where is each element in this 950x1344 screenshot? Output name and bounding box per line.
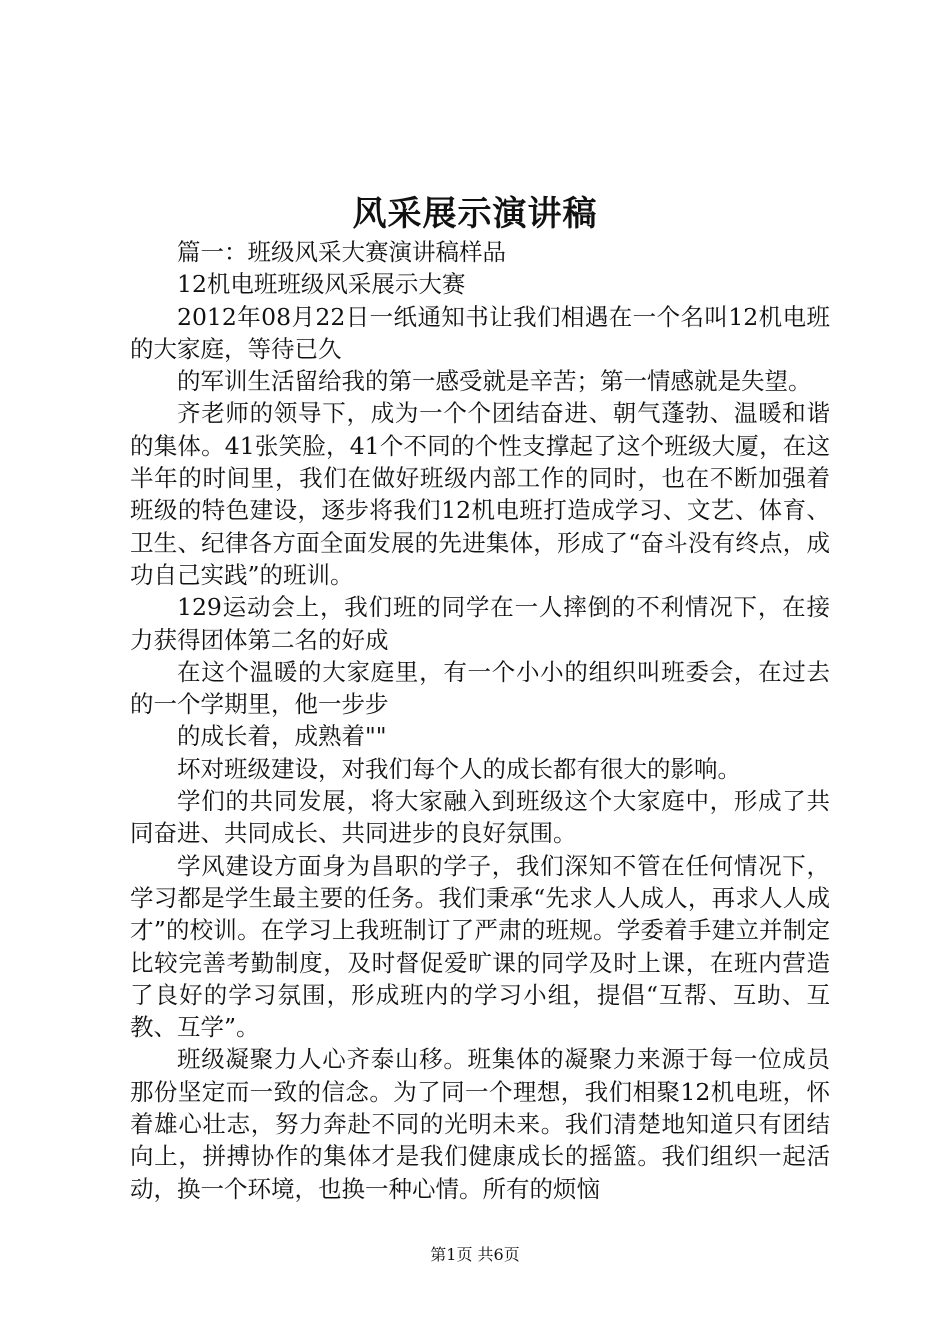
paragraph: 在这个温暖的大家庭里，有一个小小的组织叫班委会，在过去的一个学期里，他一步步 [130, 657, 830, 719]
paragraph: 班级凝聚力人心齐泰山移。班集体的凝聚力来源于每一位成员那份坚定而一致的信念。为了同一个理想，我们相聚12机电班，怀着雄心壮志，努力奔赴不同的光明未来。我们清楚地知道只有团结向上，拼搏协作的集体才是我们健康成长的摇篮。我们组织一起活动，换一个环境，也换一种心情。所有的烦恼 [130, 1045, 830, 1203]
paragraph: 129运动会上，我们班的同学在一人摔倒的不利情况下，在接力获得团体第二名的好成 [130, 593, 830, 654]
document-body [130, 236, 830, 1205]
paragraph: 齐老师的领导下，成为一个个团结奋进、朝气蓬勃、温暖和谐的集体。41张笑脸，41个不同的个性支撑起了这个班级大厦，在这半年的时间里，我们在做好班级内部工作的同时，也在不断加强着班级的特色建设，逐步将我们12机电班打造成学习、文艺、体育、卫生、纪律各方面全面发展的先进集体，形成了“奋斗没有终点，成功自己实践”的班训。 [130, 399, 830, 589]
paragraph: 坏对班级建设，对我们每个人的成长都有很大的影响。 [177, 754, 741, 783]
paragraph: 2012年08月22日一纸通知书让我们相遇在一个名叫12机电班的大家庭，等待已久 [130, 302, 830, 363]
paragraph: 的成长着，成熟着"" [177, 722, 387, 751]
paragraph: 的军训生活留给我的第一感受就是辛苦；第一情感就是失望。 [177, 367, 812, 396]
paragraph: 学们的共同发展，将大家融入到班级这个大家庭中，形成了共同奋进、共同成长、共同进步的良好氛围。 [130, 787, 830, 848]
paragraph: 学风建设方面身为昌职的学子，我们深知不管在任何情况下，学习都是学生最主要的任务。我们秉承“先求人人成人，再求人人成才”的校训。在学习上我班制订了严肃的班规。学委着手建立并制定比较完善考勤制度，及时督促爱旷课的同学及时上课，在班内营造了良好的学习氛围，形成班内的学习小组，提倡“互帮、互助、互教、互学”。 [130, 851, 830, 1042]
paragraph: 篇一：班级风采大赛演讲稿样品 [177, 238, 506, 266]
page-footer: 第1页 共6页 [430, 1245, 520, 1264]
document-title: 风采展示演讲稿 [352, 194, 598, 234]
paragraph: 12机电班班级风采展示大赛 [177, 270, 466, 299]
